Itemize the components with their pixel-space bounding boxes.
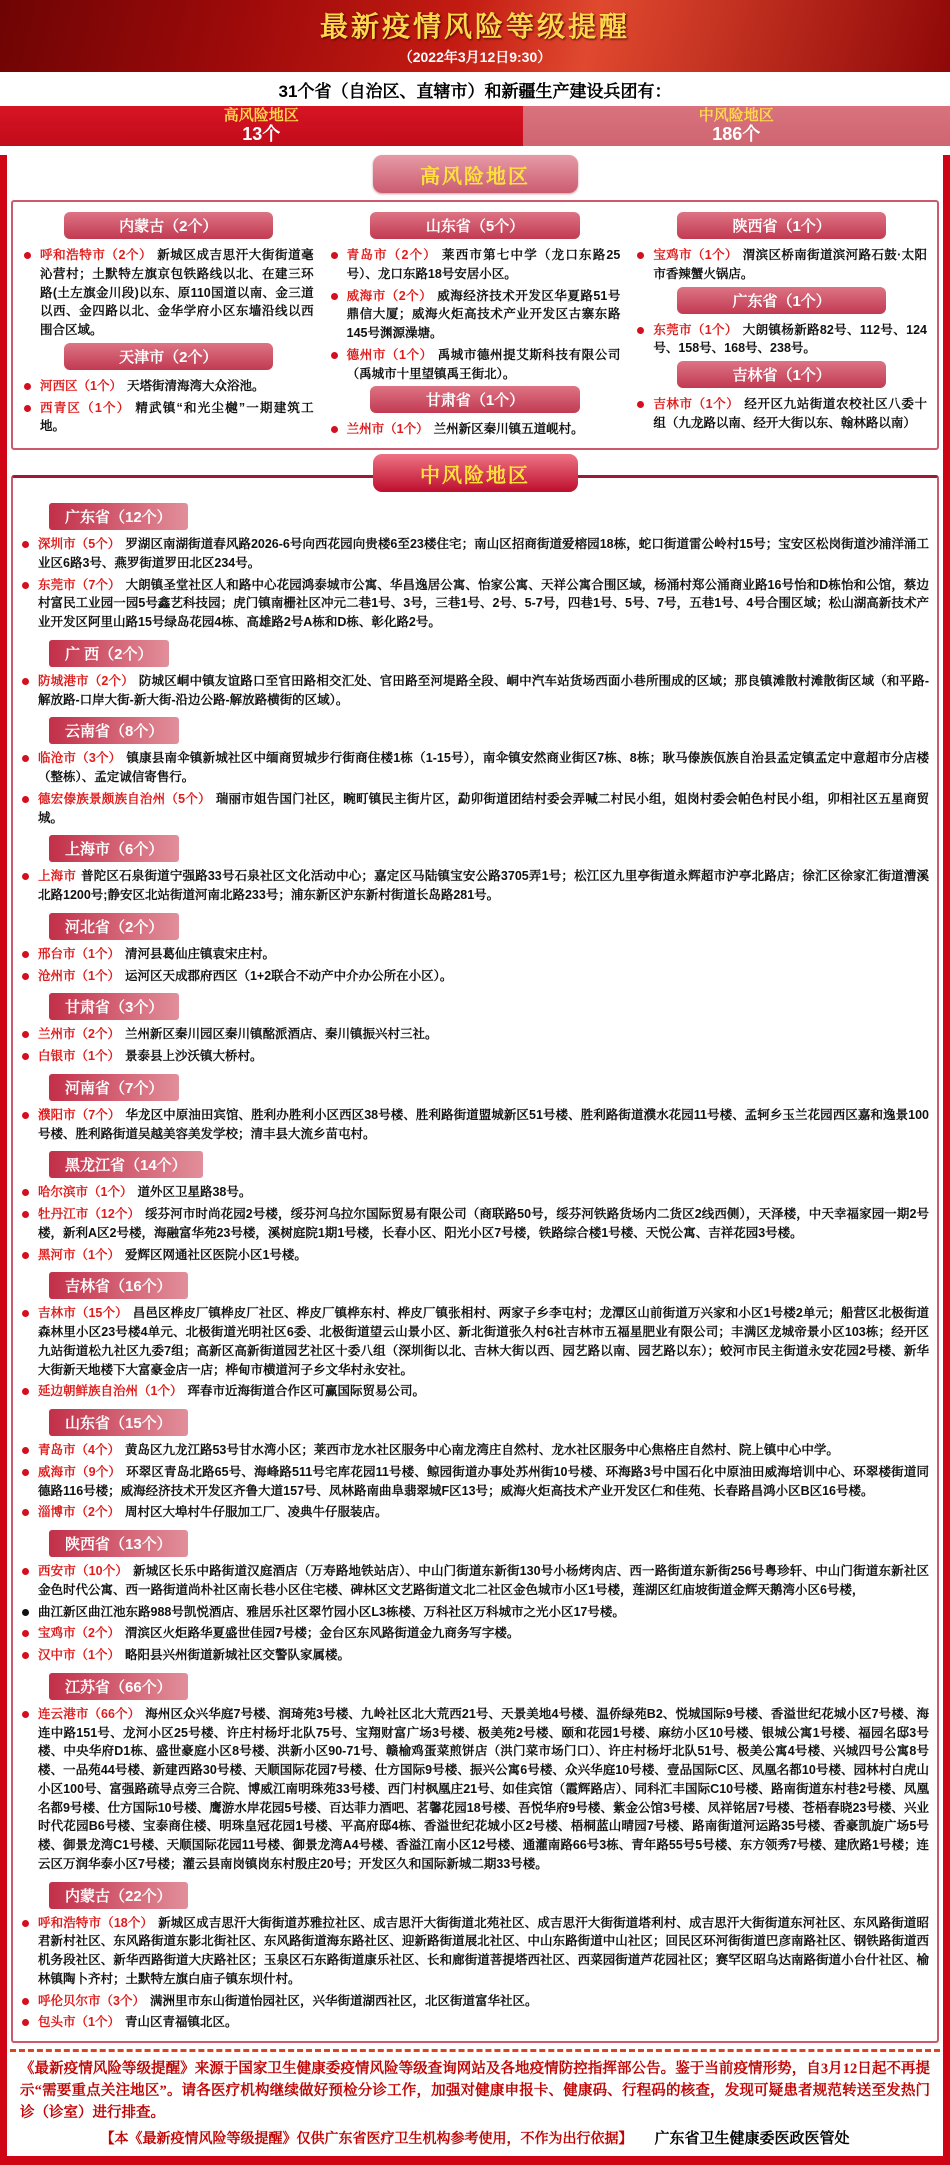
bullet-icon [22, 1568, 29, 1575]
bullet-icon [637, 401, 644, 408]
footer-paragraph: 《最新疫情风险等级提醒》来源于国家卫生健康委疫情风险等级查询网站及各地疫情防控指挥部公告。鉴于当前疫情形势，自3月12日起不再提示“需要重点关注地区”。请各医疗机构继续做好预检分诊工作，加强对健康申报卡、健康码、行程码的核查，发现可疑患者规范转送至发热门诊（诊室）进行排查。 [20, 2059, 930, 2124]
area-text: 莱西市第七中学（龙口东路25号）、龙口东路18号安居小区。 [347, 248, 621, 281]
city-label: 哈尔滨市（1个） [38, 1185, 132, 1199]
area-text: 绥芬河市时尚花园2号楼，绥芬河乌拉尔国际贸易有限公司（商联路50号，绥芬河铁路货场内二货区2线西侧），天泽楼，中天幸福家园一期2号楼，新利A区2号楼，海融富华苑23号楼，溪树庭院1期1号楼，长春小区、阳光小区7号楼，铁路综合楼1号楼、天悦公寓、吉祥花园3号楼。 [38, 1207, 929, 1240]
list-item [21, 1025, 929, 1044]
area-text: 渭滨区桥南街道滨河路石鼓·太阳市香辣蟹火锅店。 [653, 248, 927, 281]
city-label: 兰州市（1个） [347, 422, 429, 436]
list-item [330, 287, 621, 343]
bullet-icon [331, 352, 338, 359]
bullet-icon [22, 1609, 29, 1616]
bullet-icon [24, 405, 31, 412]
area-text: 镇康县南伞镇新城社区中缅商贸城步行街商住楼1栋（1-15号），南伞镇安然商业街区7栋、8栋；耿马傣族佤族自治县孟定镇孟定中意超市分店楼（整栋）、孟定诚信寄售行。 [38, 751, 929, 784]
bullet-icon [22, 1031, 29, 1038]
list-item [21, 1463, 929, 1501]
bullet-icon [331, 252, 338, 259]
province-chip-jilin: 吉林省（16个） [49, 1272, 188, 1299]
list-item [21, 749, 929, 787]
bullet-icon [22, 873, 29, 880]
province-chip-jiangsu: 江苏省（66个） [49, 1673, 188, 1700]
city-label: 兰州市（2个） [38, 1027, 120, 1041]
high-risk-count: 13个 [242, 124, 280, 145]
high-risk-column-2 [330, 210, 621, 442]
high-risk-label: 高风险地区 [224, 107, 299, 124]
city-label: 德州市（1个） [347, 348, 433, 362]
bullet-icon [22, 1509, 29, 1516]
province-chip: 山东省（5个） [370, 212, 579, 239]
bullet-icon [22, 1447, 29, 1454]
city-label: 上海市 [38, 869, 76, 883]
content-frame [0, 155, 950, 2156]
bullet-icon [22, 1652, 29, 1659]
area-text: 海州区众兴华庭7号楼、润琦苑3号楼、九岭社区北大荒西21号、天景美地4号楼、温侨绿苑B2、悦城国际9号楼、香溢世纪花城小区7号楼、海连中路151号、龙河小区25号楼、许庄村杨圩北队75号、宝翔财富广场3号楼、极美苑2号楼、颐和花园1号楼、麻纺小区10号楼、银城公寓1号楼、福园名邸3号楼、中央华府D1栋、盛世豪庭小区8号楼、洪新小区90-71号、赣榆鸡蛋菜煎饼店（洪门菜市场门口）、许庄村杨圩北队51号、极美公寓4号楼、兴城四号公寓8号楼、一品苑44号楼、新建西路30号楼、天顺国际花园7号楼、仕方国际9号楼、振兴公寓6号楼、众兴华庭10号楼、壹品国际C区、凤凰名都10号楼、园林村白虎山小区100号、富强路疏导点旁三合院、博威江南明珠苑33号楼、西门村枫凰庄21号、如佳宾馆（霞辉路店）、同科汇丰国际C10号楼、路南街道东村巷2号楼、凤凰名都9号楼、仕方国际10号楼、鹰游水岸花园5号楼、百达菲力酒吧、茗馨花园18号楼、吾悦华府9号楼、紫金公馆3号楼、凤祥铭居7号楼、苍梧春晓23号楼、兴业时代花园B6号楼、宝泰商住楼、明珠皇冠花园1号楼、平高府邸4栋、香溢世纪花城小区2号楼、梧桐蓝山晴园7号楼、路南街道河运路35号楼、香豪凯旋广场5号楼、御景龙湾C1号楼、天顺国际花园11号楼、御景龙湾A4号楼、香溢江南小区12号楼、通灌南路66号3栋、青年路55号5号楼、东方领秀7号楼、建欣路1号楼；连云区万润华泰小区7号楼；灌云县南岗镇岗东村殷庄20号；开发区久和国际新城二期33号楼。 [38, 1707, 929, 1871]
city-label: 呼伦贝尔市（3个） [38, 1994, 145, 2008]
city-label: 宝鸡市（2个） [38, 1626, 120, 1640]
city-label: 东莞市（7个） [38, 578, 121, 592]
list-item [330, 420, 621, 439]
city-label: 吉林市（15个） [38, 1306, 128, 1320]
area-text: 珲春市近海街道合作区可赢国际贸易公司。 [187, 1384, 425, 1398]
high-risk-column-3 [636, 210, 927, 442]
area-text: 天塔街清海湾大众浴池。 [127, 379, 265, 393]
high-risk-section [11, 200, 939, 450]
area-text: 防城区峒中镇友谊路口至官田路相交汇处、官田路至河堤路全段、峒中汽车站货场西面小巷所围成的区域；那良镇滩散村滩散街区域（和平路-解放路-口岸大街-新大街-沿边公路-解放路横街的区域）。 [38, 674, 929, 707]
list-item [21, 1183, 929, 1202]
bullet-icon [637, 327, 644, 334]
footer-note: 【本《最新疫情风险等级提醒》仅供广东省医疗卫生机构参考使用，不作为出行依据】 [100, 2129, 632, 2150]
area-text: 环翠区青岛北路65号、海峰路511号宅库花园11号楼、鲸园街道办事处苏州街10号楼、环海路3号中国石化中原油田威海培训中心、环翠楼街道同德路116号楼；威海经济技术开发区齐鲁大道157号、凤林路南曲阜翡翠城F区13号；威海火炬高技术产业开发区仁和佳苑、长春路昌鸿小区B区16号楼。 [38, 1465, 929, 1498]
area-text: 经开区九站街道农校社区八委十组（九龙路以南、经开大街以东、翰林路以南） [653, 397, 927, 430]
list-item [21, 1562, 929, 1600]
mid-risk-label: 中风险地区 [699, 107, 774, 124]
area-text: 精武镇“和光尘樾”一期建筑工地。 [40, 401, 314, 434]
list-item [21, 1106, 929, 1144]
province-chip: 陕西省（1个） [677, 212, 886, 239]
list-item [21, 1624, 929, 1643]
area-text: 大朗镇圣堂社区人和路中心花园鸿泰城市公寓、华昌逸居公寓、怡家公寓、天祥公寓合围区域，杨涌村郑公涌商业路16号怡和D栋怡和公馆，蔡边村富民工业园一园5号鑫艺科技园；虎门镇南栅社区冲元二巷1号、3号，三巷1号、2号、5-7号，四巷1号、5号、7号，五巷1号、4号合围区域；松山湖高新技术产业开发区阿里山路15号绿岛花园4栋、高雄路2号A栋和D栋、彰化路2号。 [38, 578, 929, 630]
area-text: 周村区大埠村牛仔服加工厂、凌典牛仔服装店。 [125, 1505, 388, 1519]
mid-risk-count: 186个 [712, 124, 760, 145]
bullet-icon [22, 1053, 29, 1060]
province-chip-yunnan: 云南省（8个） [49, 717, 179, 744]
bullet-icon [22, 678, 29, 685]
list-item [21, 576, 929, 632]
list-item [21, 1304, 929, 1379]
bullet-icon [22, 541, 29, 548]
province-chip-gansu: 甘肃省（3个） [49, 993, 179, 1020]
bullet-icon [22, 1469, 29, 1476]
province-chip-shandong: 山东省（15个） [49, 1409, 188, 1436]
province-chip-hebei: 河北省（2个） [49, 913, 179, 940]
list-item [23, 399, 314, 437]
list-item [21, 1047, 929, 1066]
bullet-icon [22, 1711, 29, 1718]
city-label: 深圳市（5个） [38, 537, 120, 551]
city-label: 吉林市（1个） [653, 397, 739, 411]
province-chip-guangdong: 广东省（12个） [49, 503, 188, 530]
city-label: 包头市（1个） [38, 2015, 120, 2029]
area-text: 清河县葛仙庄镇袁宋庄村。 [125, 947, 275, 961]
high-risk-column-1 [23, 210, 314, 442]
list-item [330, 246, 621, 284]
city-label: 呼和浩特市（2个） [40, 248, 152, 262]
area-text: 青山区青福镇北区。 [125, 2015, 238, 2029]
area-text: 大朗镇杨新路82号、112号、124号、158号、168号、238号。 [653, 323, 927, 356]
bullet-icon [22, 755, 29, 762]
bullet-icon [22, 796, 29, 803]
area-text: 威海经济技术开发区华夏路51号鼎信大厦；威海火炬高技术产业开发区古寨东路145号渊源澡塘。 [347, 289, 621, 341]
list-item [21, 1646, 929, 1665]
bullet-icon [24, 252, 31, 259]
area-text: 新城区成吉思汗大街街道毫沁营村；土默特左旗京包铁路线以北、在建三环路(土左旗金川段)以东、原110国道以南、金三道以西、金四路以北、金华学府小区东墙沿线以西围合区域。 [40, 248, 314, 337]
list-item [21, 2013, 929, 2032]
city-label: 牡丹江市（12个） [38, 1207, 140, 1221]
province-chip-shanghai: 上海市（6个） [49, 835, 179, 862]
city-label: 德宏傣族景颇族自治州（5个） [38, 792, 211, 806]
list-item [21, 1503, 929, 1522]
city-label: 沧州市（1个） [38, 969, 120, 983]
province-chip-henan: 河南省（7个） [49, 1074, 179, 1101]
city-label: 临沧市（3个） [38, 751, 121, 765]
bottom-red-bar [0, 2156, 950, 2165]
page-header [0, 0, 950, 72]
city-label: 威海市（9个） [38, 1465, 121, 1479]
province-chip: 天津市（2个） [64, 343, 273, 370]
list-item [636, 395, 927, 433]
city-label: 东莞市（1个） [653, 323, 737, 337]
list-item [21, 1246, 929, 1265]
area-text: 华龙区中原油田宾馆、胜利办胜利小区西区38号楼、胜利路街道盟城新区51号楼、胜利路街道濮水花园11号楼、孟轲乡玉兰花园西区嘉和逸景100号楼、胜利路街道吴越美容美发学校；清丰县大流乡苗屯村。 [38, 1108, 929, 1141]
province-chip: 内蒙古（2个） [64, 212, 273, 239]
area-text: 爱辉区网通社区医院小区1号楼。 [125, 1248, 307, 1262]
subtitle: 31个省（自治区、直辖市）和新疆生产建设兵团有： [0, 72, 950, 106]
city-label: 西青区（1个） [40, 401, 130, 415]
province-chip: 甘肃省（1个） [370, 386, 579, 413]
list-item [21, 1914, 929, 1989]
bullet-icon [22, 1998, 29, 2005]
list-item [21, 1603, 929, 1622]
city-label: 呼和浩特市（18个） [38, 1916, 153, 1930]
area-text: 渭滨区火炬路华夏盛世佳园7号楼；金台区东风路街道金九商务写字楼。 [125, 1626, 519, 1640]
mid-risk-count-block [523, 106, 950, 146]
bullet-icon [22, 1189, 29, 1196]
mid-risk-section [11, 475, 939, 2043]
area-text: 禹城市德州提艾斯科技有限公司（禹城市十里望镇禹王街北）。 [347, 348, 621, 381]
city-label: 淄博市（2个） [38, 1505, 120, 1519]
bullet-icon [22, 951, 29, 958]
bullet-icon [22, 582, 29, 589]
area-text: 昌邑区桦皮厂镇桦皮厂社区、桦皮厂镇桦东村、桦皮厂镇张相村、两家子乡李屯村；龙潭区山前街道万兴家和小区1号楼2单元；船营区北极街道森林里小区23号楼4单元、北极街道光明社区6委、北极街道望云山景小区、新北街道张久村6社吉林市五福星肥业有限公司；丰满区龙城帝景小区103栋；经开区九站街道松九社区九委7组；高新区高新街道园艺社区十委八组（深圳街以北、吉林大街以西、园艺路以南、园艺路以东）；蛟河市民主街道永安花园2号楼、新华大街新天地楼下大富豪金店一店；桦甸市横道河子乡文华村永安社。 [38, 1306, 929, 1376]
bullet-icon [22, 2019, 29, 2026]
city-label: 连云港市（66个） [38, 1707, 140, 1721]
bullet-icon [22, 1630, 29, 1637]
bullet-icon [24, 383, 31, 390]
list-item [21, 535, 929, 573]
list-item [21, 867, 929, 905]
list-item [21, 1705, 929, 1874]
area-text: 满洲里市东山街道怡园社区，兴华街道湖西社区，北区街道富华社区。 [150, 1994, 538, 2008]
list-item [21, 1205, 929, 1243]
list-item [330, 346, 621, 384]
list-item [23, 246, 314, 340]
bullet-icon [22, 1211, 29, 1218]
area-text: 兰州新区秦川园区秦川镇酩派酒店、秦川镇振兴村三社。 [125, 1027, 438, 1041]
list-item [21, 1441, 929, 1460]
bullet-icon [22, 1252, 29, 1259]
risk-count-bar [0, 106, 950, 146]
page-title: 最新疫情风险等级提醒 [320, 5, 630, 45]
list-item [23, 377, 314, 396]
city-label: 青岛市（2个） [347, 248, 437, 262]
bullet-icon [331, 426, 338, 433]
city-label: 宝鸡市（1个） [653, 248, 737, 262]
high-risk-count-block [0, 106, 523, 146]
province-chip-guangxi: 广 西（2个） [49, 640, 169, 667]
bullet-icon [331, 293, 338, 300]
area-text: 普陀区石泉街道宁强路33号石泉社区文化活动中心；嘉定区马陆镇宝安公路3705弄1号；松江区九里亭街道永辉超市沪亭北路店；徐汇区徐家汇街道漕溪北路1200号;静安区北站街道河南北路233号；浦东新区沪东新村街道长岛路281号。 [38, 869, 929, 902]
area-text: 曲江新区曲江池东路988号凯悦酒店、雅居乐社区翠竹园小区L3栋楼、万科社区万科城市之光小区17号楼。 [38, 1605, 625, 1619]
city-label: 濮阳市（7个） [38, 1108, 120, 1122]
city-label: 黑河市（1个） [38, 1248, 120, 1262]
area-text: 景泰县上沙沃镇大桥村。 [125, 1049, 263, 1063]
bullet-icon [22, 1310, 29, 1317]
area-text: 运河区天成郡府西区（1+2联合不动产中介办公所在小区）。 [125, 969, 452, 983]
high-risk-banner: 高风险地区 [373, 155, 578, 193]
area-text: 新城区长乐中路街道汉庭酒店（万寿路地铁站店）、中山门街道东新街130号小杨烤肉店、西一路街道东新街256号粤珍轩、中山门街道东新社区金色时代公寓、西一路街道尚朴社区南长巷小区住宅楼、碑林区文艺路街道文北二社区金色城市小区1号楼，莲湖区红庙坡街道金辉天鹅湾小区6号楼， [38, 1564, 929, 1597]
city-label: 白银市（1个） [38, 1049, 120, 1063]
city-label: 河西区（1个） [40, 379, 122, 393]
list-item [636, 321, 927, 359]
area-text: 道外区卫星路38号。 [137, 1185, 251, 1199]
area-text: 略阳县兴州街道新城社区交警队家属楼。 [125, 1648, 350, 1662]
report-date: （2022年3月12日9:30） [399, 47, 552, 67]
city-label: 西安市（10个） [38, 1564, 128, 1578]
footer-org: 广东省卫生健康委医政医管处 [654, 2128, 849, 2151]
bullet-icon [22, 973, 29, 980]
city-label: 青岛市（4个） [38, 1443, 120, 1457]
bullet-icon [22, 1920, 29, 1927]
list-item [21, 967, 929, 986]
list-item [21, 672, 929, 710]
bullet-icon [637, 252, 644, 259]
area-text: 新城区成吉思汗大街街道苏雅拉社区、成吉思汗大街街道北苑社区、成吉思汗大街街道塔利村、成吉思汗大街街道东河社区、东风路街道昭君新村社区、东风路街道东影北街社区、东风路街道海东路社区、迎新路街道展北社区、中山东路街道中山社区；回民区环河街街道巴彦南路社区、钢铁路街道西机务段社区、新华西路街道大庆路社区；玉泉区石东路街道康乐社区、长和廊街道菩提塔西社区、西菜园街道芦花园社区；赛罕区昭乌达南路街道小台什社区、榆林镇陶卜齐村；土默特左旗白庙子镇东坝什村。 [38, 1916, 929, 1986]
footer [10, 2049, 940, 2156]
list-item [21, 1382, 929, 1401]
province-chip: 吉林省（1个） [677, 361, 886, 388]
province-chip-neimenggu: 内蒙古（22个） [49, 1882, 188, 1909]
list-item [636, 246, 927, 284]
province-chip: 广东省（1个） [677, 287, 886, 314]
city-label: 延边朝鲜族自治州（1个） [38, 1384, 182, 1398]
list-item [21, 790, 929, 828]
city-label: 汉中市（1个） [38, 1648, 120, 1662]
mid-risk-banner: 中风险地区 [373, 454, 578, 492]
area-text: 兰州新区秦川镇五道岘村。 [434, 422, 584, 436]
province-chip-shaanxi: 陕西省（13个） [49, 1530, 188, 1557]
list-item [21, 945, 929, 964]
city-label: 威海市（2个） [347, 289, 433, 303]
list-item [21, 1992, 929, 2011]
area-text: 罗湖区南湖街道春风路2026-6号向西花园向贵楼6至23楼住宅；南山区招商街道爱榕园18栋，蛇口街道雷公岭村15号；宝安区松岗街道沙浦洋涌工业区6路3号、燕罗街道罗田北区234号。 [38, 537, 929, 570]
area-text: 黄岛区九龙江路53号甘水湾小区；莱西市龙水社区服务中心南龙湾庄自然村、龙水社区服务中心焦格庄自然村、院上镇中心中学。 [125, 1443, 839, 1457]
bullet-icon [22, 1388, 29, 1395]
city-label: 防城港市（2个） [38, 674, 134, 688]
province-chip-heilongjiang: 黑龙江省（14个） [49, 1151, 203, 1178]
bullet-icon [22, 1112, 29, 1119]
city-label: 邢台市（1个） [38, 947, 120, 961]
area-text: 瑞丽市姐告国门社区，畹町镇民主街片区，勐卯街道团结村委会弄喊二村民小组，姐岗村委会帕色村民小组，卯相社区五星商贸城。 [38, 792, 929, 825]
